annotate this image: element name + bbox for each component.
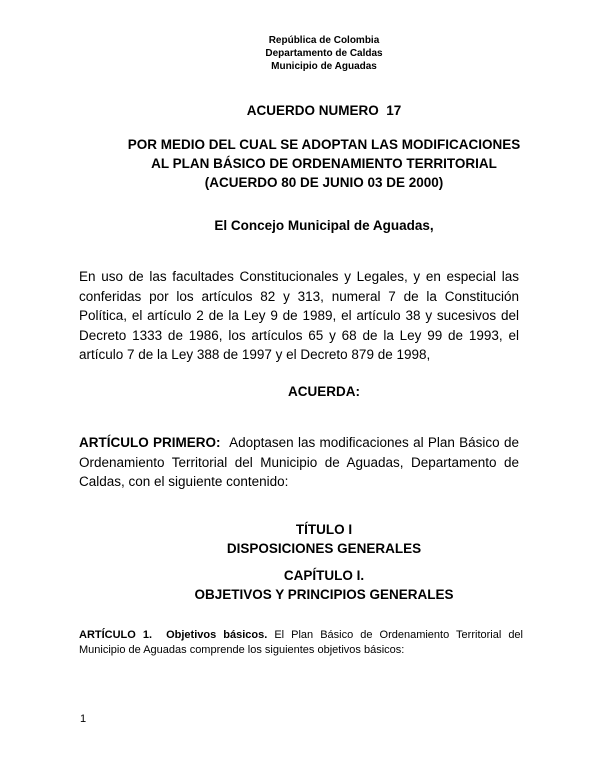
article-1-paragraph [79, 628, 523, 658]
subject-line-2: AL PLAN BÁSICO DE ORDENAMIENTO TERRITORIAL [151, 156, 497, 171]
article-first-label: ARTÍCULO PRIMERO: [79, 435, 221, 450]
agreement-subject [0, 135, 600, 192]
preamble-paragraph: En uso de las facultades Constitucionales y Legales, y en especial las conferidas por los artículos 82 y 313, numeral 7 de la Constitución Política, el artículo 2 de la Ley 9 de 1989, el artículo 38 y sucesivos del Decreto 1333 de 1986, los artículos 65 y 68 de la Ley 99 de 1993, el artículo 7 de la Ley 388 de 1997 y el Decreto 879 de 1998, [79, 269, 519, 362]
acuerda-heading [0, 384, 600, 399]
letterhead-department: Departamento de Caldas [265, 48, 383, 59]
agreement-number-text: ACUERDO NUMERO 17 [246, 103, 402, 118]
agreement-number [0, 103, 600, 118]
chapter-number: CAPÍTULO I. [283, 568, 365, 583]
title-name: DISPOSICIONES GENERALES [226, 541, 422, 556]
page-number: 1 [80, 713, 87, 725]
letterhead-country: República de Colombia [268, 35, 380, 46]
chapter-heading [0, 566, 600, 604]
article-1-text: El Plan Básico de Ordenamiento Territorial del Municipio de Aguadas comprende los siguientes objetivos básicos: [79, 629, 523, 656]
article-1-label: ARTÍCULO 1. Objetivos básicos. [79, 629, 268, 641]
title-number: TÍTULO I [295, 522, 353, 537]
subject-line-3: (ACUERDO 80 DE JUNIO 03 DE 2000) [204, 175, 444, 190]
council-heading-text: El Concejo Municipal de Aguadas, [214, 218, 434, 233]
acuerda-heading-text: ACUERDA: [288, 384, 360, 399]
chapter-name: OBJETIVOS Y PRINCIPIOS GENERALES [194, 587, 454, 602]
letterhead [0, 34, 600, 73]
letterhead-municipality: Municipio de Aguadas [271, 61, 377, 72]
subject-line-1: POR MEDIO DEL CUAL SE ADOPTAN LAS MODIFICACIONES [127, 137, 521, 152]
title-heading [0, 520, 600, 558]
article-first-text: Adoptasen las modificaciones al Plan Básico de Ordenamiento Territorial del Municipio de Aguadas, Departamento de Caldas, con el siguiente contenido: [79, 435, 519, 489]
article-first-paragraph [79, 433, 519, 492]
council-heading [0, 218, 600, 233]
